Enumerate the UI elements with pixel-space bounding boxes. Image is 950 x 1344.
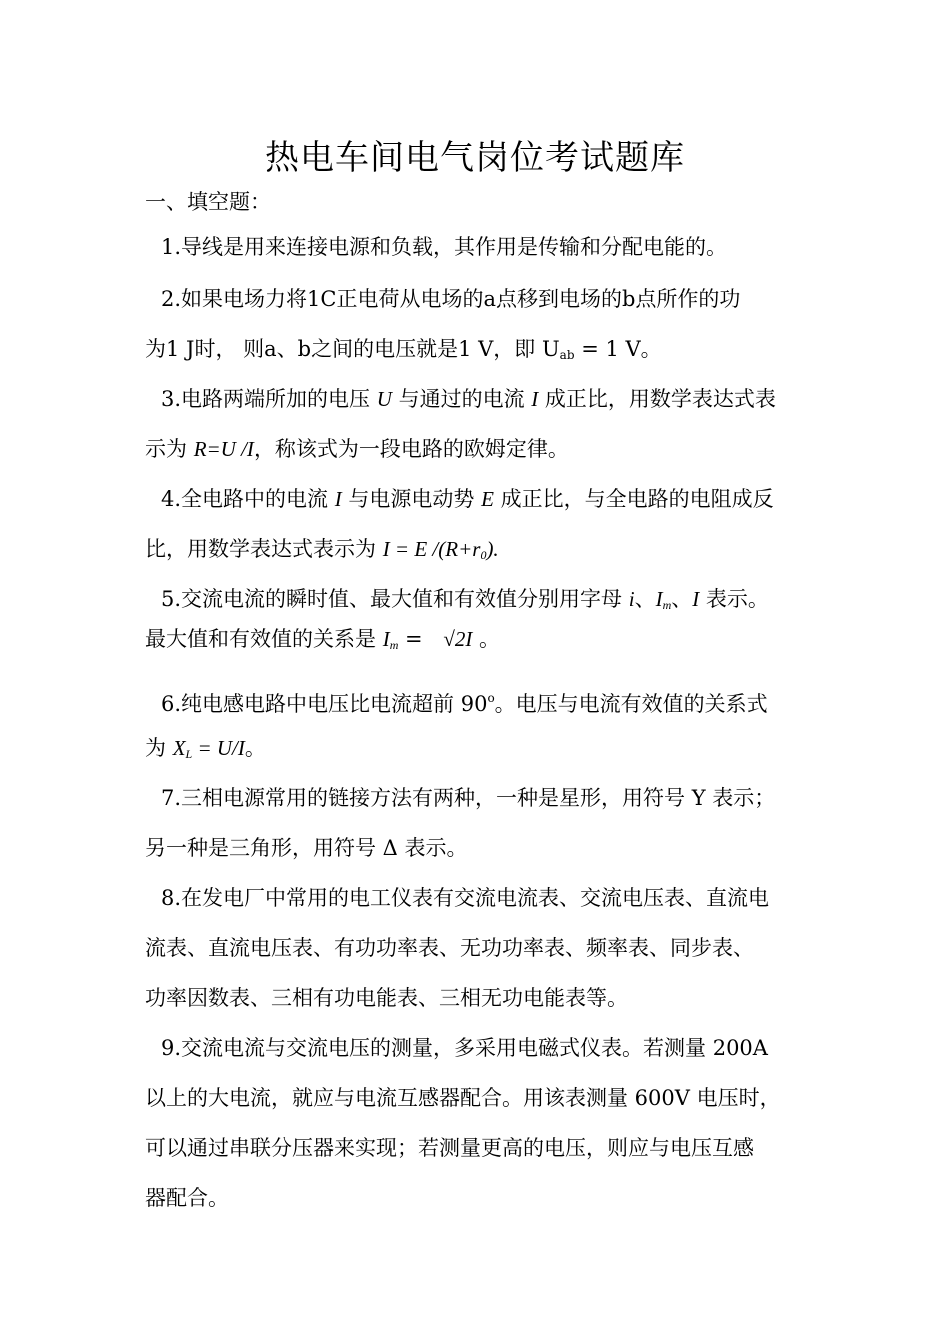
q6-formula: = U/I xyxy=(192,736,245,760)
q4-formula-a: I = E /(R+r xyxy=(382,537,481,561)
q6-degree: o xyxy=(487,691,495,705)
question-7-line-2: 另一种是三角形，用符号 Δ 表示。 xyxy=(145,836,468,860)
question-6-line-2 xyxy=(145,733,266,769)
question-8-line-3: 功率因数表、三相有功电能表、三相无功电能表等。 xyxy=(145,986,628,1010)
q5-var-i-small: i xyxy=(628,587,635,611)
question-7-line-1: 7.三相电源常用的链接方法有两种，一种是星形，用符号 Y 表示； xyxy=(161,786,776,810)
question-5-line-2 xyxy=(145,624,500,660)
q3-text-c: 成正比，用数学表达式表 xyxy=(538,387,776,411)
q3-var-u: U xyxy=(376,387,392,411)
question-8-line-2: 流表、直流电压表、有功功率表、无功功率表、频率表、同步表、 xyxy=(145,936,754,960)
q6-var-x: X xyxy=(172,736,186,760)
q5-text-a: 5.交流电流的瞬时值、最大值和有效值分别用字母 xyxy=(161,587,629,611)
question-5-line-1 xyxy=(161,584,769,620)
q6-text-c: 为 xyxy=(145,736,173,760)
q5-text-c: 最大值和有效值的关系是 xyxy=(145,627,383,651)
q5-var-im: I xyxy=(655,587,663,611)
question-3-line-2 xyxy=(145,434,569,464)
question-9-line-1: 9.交流电流与交流电压的测量，多采用电磁式仪表。若测量 200A xyxy=(161,1036,768,1060)
page-title: 热电车间电气岗位考试题库 xyxy=(265,138,685,178)
q2-text-a: 为1 J时， 则a、b之间的电压就是1 V，即 U xyxy=(145,337,560,361)
question-4-line-2 xyxy=(145,534,499,570)
q3-formula: R=U /I xyxy=(193,437,254,461)
q4-formula-b: ). xyxy=(486,537,499,561)
q5-var-im-2: I xyxy=(382,627,390,651)
question-9-line-2: 以上的大电流，就应与电流互感器配合。用该表测量 600V 电压时， xyxy=(145,1086,781,1110)
q4-text-a: 4.全电路中的电流 xyxy=(161,487,335,511)
question-9-line-4: 器配合。 xyxy=(145,1186,229,1210)
q6-sub-l: L xyxy=(185,747,193,761)
question-6-line-1 xyxy=(161,683,768,719)
question-2-line-1: 2.如果电场力将1C正电荷从电场的a点移到电场的b点所作的功 xyxy=(161,287,741,311)
question-3-line-1 xyxy=(161,384,776,414)
q2-text-b: = 1 V。 xyxy=(574,337,662,361)
q4-var-e: E xyxy=(481,487,494,511)
q5-sub-m: m xyxy=(662,598,672,612)
q5-sep-2: 、 xyxy=(671,587,693,611)
q4-text-b: 与电源电动势 xyxy=(341,487,482,511)
q5-var-i: I xyxy=(692,587,700,611)
question-9-line-3: 可以通过串联分压器来实现；若测量更高的电压，则应与电压互感 xyxy=(145,1136,754,1160)
question-1-line-1: 1.导线是用来连接电源和负载，其作用是传输和分配电能的。 xyxy=(161,235,728,259)
q5-sep-1: 、 xyxy=(634,587,656,611)
q3-text-e: ，称该式为一段电路的欧姆定律。 xyxy=(253,437,569,461)
q5-text-b: 表示。 xyxy=(699,587,769,611)
q3-text-d: 示为 xyxy=(145,437,194,461)
q3-text-b: 与通过的电流 xyxy=(391,387,532,411)
q6-text-b: 。电压与电流有效值的关系式 xyxy=(494,692,768,716)
q5-equals: = xyxy=(398,627,430,651)
q4-subscript: 0 xyxy=(480,548,487,562)
sqrt2-formula: √2I xyxy=(443,627,473,651)
q5-text-d: 。 xyxy=(472,627,501,651)
q3-var-i: I xyxy=(531,387,539,411)
q4-text-d: 比，用数学表达式表示为 xyxy=(145,537,383,561)
q5-sub-m-2: m xyxy=(389,638,399,652)
q6-text-a: 6.纯电感电路中电压比电流超前 90 xyxy=(161,692,488,716)
question-2-line-2 xyxy=(145,334,662,370)
question-8-line-1: 8.在发电厂中常用的电工仪表有交流电流表、交流电压表、直流电 xyxy=(161,886,770,910)
q3-text-a: 3.电路两端所加的电压 xyxy=(161,387,377,411)
q2-subscript: ab xyxy=(559,348,575,362)
q4-var-i: I xyxy=(334,487,342,511)
section-heading: 一、填空题： xyxy=(145,190,271,214)
q4-text-c: 成正比，与全电路的电阻成反 xyxy=(493,487,774,511)
q6-text-d: 。 xyxy=(244,736,266,760)
question-4-line-1 xyxy=(161,484,774,514)
